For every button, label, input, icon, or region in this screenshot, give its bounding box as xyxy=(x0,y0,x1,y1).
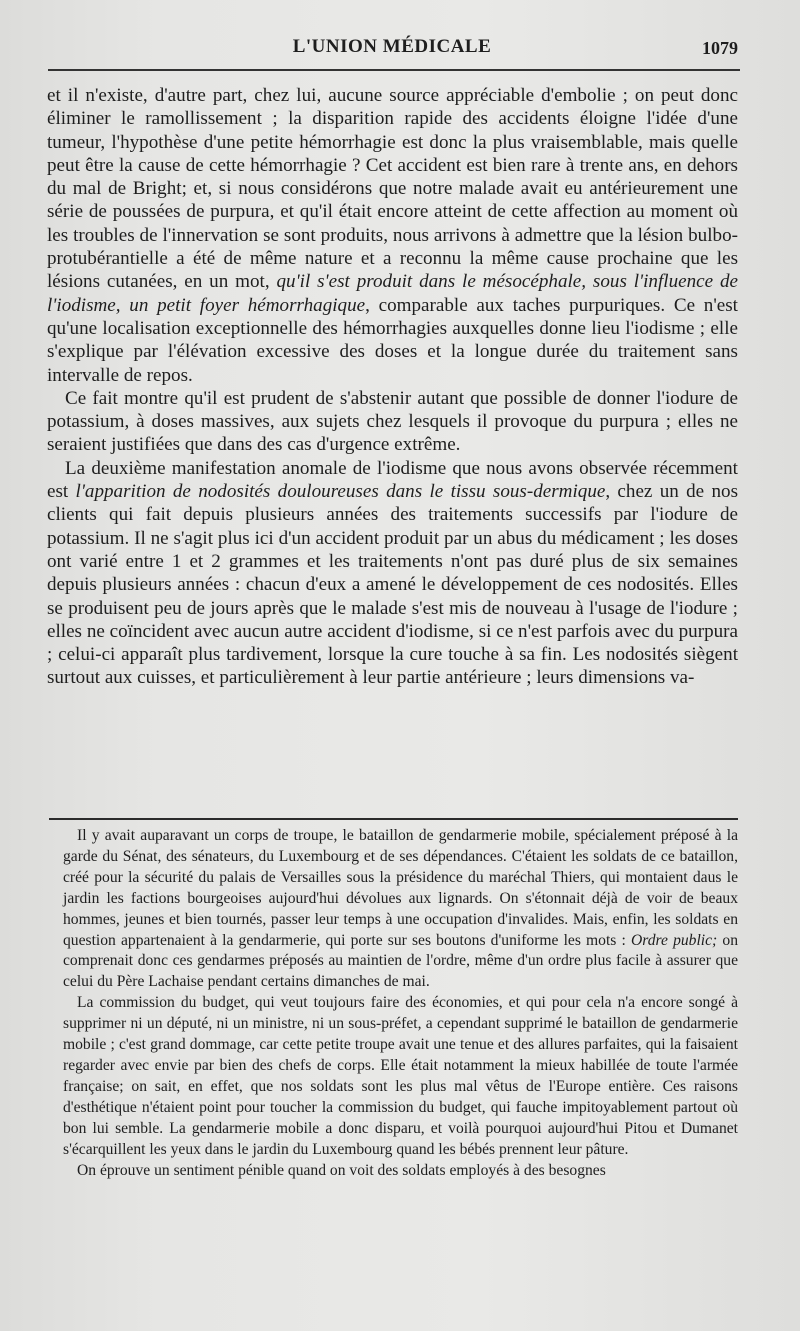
p1-italic: qu'il s'est produit dans le mésocéphale, sous l'influence de l'iodisme, un petit foyer hémorrhagique xyxy=(47,271,738,316)
running-title: L'UNION MÉDICALE xyxy=(292,36,492,57)
main-text xyxy=(47,84,738,690)
footnotes xyxy=(63,826,738,1181)
footnote-1 xyxy=(63,826,738,993)
running-header xyxy=(46,36,738,66)
paragraph-1 xyxy=(47,84,738,387)
footnote-rule xyxy=(49,818,738,820)
p1-text-b: , comparable aux taches purpuriques. Ce n'est qu'une localisation exceptionnelle des hémorrhagies auxquelles donne lieu l'iodisme ; elle s'explique par l'élévation excessive des doses et la longue durée du traitement sans intervalle de repos. xyxy=(47,294,738,386)
p3-italic: l'apparition de nodosités douloureuses dans le tissu sous-dermique xyxy=(75,481,606,503)
f1-italic: Ordre public; xyxy=(630,931,718,949)
paragraph-3 xyxy=(47,457,738,690)
p1-text-a: et il n'existe, d'autre part, chez lui, aucune source appréciable d'embolie ; on peut donc éliminer le ramollissement ; la disparition rapide des accidents éloigne l'idée d'une tumeur, l'hypothèse d'une petite hémorrhagie est donc la plus vraisemblable, mais quelle peut être la cause de cette hémorrhagie ? Cet accident est bien rare à trente ans, en dehors du mal de Bright; et, si nous considérons que notre malade avait eu antérieurement une série de poussées de purpura, et qu'il était encore atteint de cette affection au moment où les troubles de l'innervation se sont produits, nous arrivons à admettre que la lésion bulbo-protubérantielle a été de même nature et a reconnu la même cause prochaine que les lésions cutanées, en un mot, xyxy=(47,85,738,293)
page-number: 1079 xyxy=(702,38,738,58)
f1-text-b: on comprenait donc ces gendarmes préposés au maintien de l'ordre, même d'un ordre plus facile à assurer que celui du Père Lachaise pendant certains dimanches de mai. xyxy=(63,931,738,991)
p3-text-a: La deuxième manifestation anomale de l'iodisme que nous avons observée récemment est xyxy=(47,457,738,503)
footnote-3: On éprouve un sentiment pénible quand on voit des soldats employés à des besognes xyxy=(77,1161,606,1179)
f1-text-a: Il y avait auparavant un corps de troupe, le bataillon de gendarmerie mobile, spécialement préposé à la garde du Sénat, des sénateurs, du Luxembourg et de ses dépendances. C'étaient les soldats de ce bataillon, créé pour la sécurité du palais de Versailles sous la présidence du maréchal Thiers, qui montaient daus le jardin les factions bourgeoises aujourd'hui dévolues aux lignards. On s'étonnait déjà de voir de beaux hommes, jeunes et bien tournés, passer leur temps à une occupation d'invalides. Mais, enfin, les soldats en question appartenaient à la gendarmerie, qui porte sur ses boutons d'uniforme les mots : xyxy=(63,827,738,949)
p3-text-b: , chez un de nos clients qui fait depuis plusieurs années des traitements successifs par l'iodure de potassium. Il ne s'agit plus ici d'un accident produit par un abus du médicament ; les doses ont varié entre 1 et 2 grammes et les traitements n'ont pas duré plus de six semaines depuis plusieurs années : chacun d'eux a amené le développement de ces nodosités. Elles se produisent peu de jours après que le malade s'est mis de nouveau à l'usage de l'iodure ; elles ne coïncident avec aucun autre accident d'iodisme, si ce n'est parfois avec du purpura ; celui-ci apparaît plus tardivement, lorsque la cure touche à sa fin. Les nodosités siègent surtout aux cuisses, et particulièrement à leur partie antérieure ; leurs dimensions va- xyxy=(47,481,738,689)
header-rule xyxy=(48,69,740,71)
paragraph-2: Ce fait montre qu'il est prudent de s'abstenir autant que possible de donner l'iodure de potassium, à doses massives, aux sujets chez lesquels il provoque du purpura ; elles ne seraient justifiées que dans des cas d'urgence extrême. xyxy=(47,387,738,456)
footnote-2: La commission du budget, qui veut toujours faire des économies, et qui pour cela n'a encore songé à supprimer ni un député, ni un ministre, ni un sous-préfet, a cependant supprimé le bataillon de gendarmerie mobile ; c'est grand dommage, car cette petite troupe avait une tenue et des allures parfaites, qui la faisaient regarder avec envie par bien des chefs de corps. Elle était notamment la mieux habillée de toute l'armée française; on sait, en effet, que nos soldats sont les plus mal vêtus de l'Europe entière. Ces raisons d'esthétique n'étaient point pour toucher la commission du budget, qui fauche impitoyablement partout où bon lui semble. La gendarmerie mobile a donc disparu, et voilà pourquoi aujourd'hui Pitou et Dumanet s'écarquillent les yeux dans le jardin du Luxembourg quand les bébés prennent leur pâture. xyxy=(63,994,738,1158)
